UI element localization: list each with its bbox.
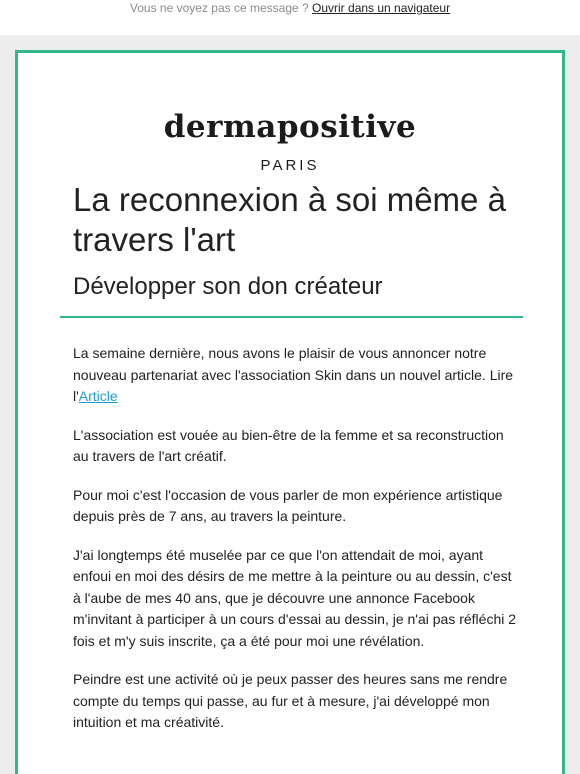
article-body <box>73 343 523 751</box>
paragraph-1 <box>73 343 523 408</box>
view-in-browser-text: Vous ne voyez pas ce message ? <box>129 1 313 15</box>
paragraph-1-text: La semaine dernière, nous avons le plaisir de vous annoncer notre nouveau partenariat avec l'association Skin dans un nouvel article. Lire l' <box>73 345 514 404</box>
article-link[interactable]: Article <box>78 388 118 404</box>
open-in-browser-link[interactable]: Ouvrir dans un navigateur <box>312 1 451 15</box>
paragraph-5: Peindre est une activité où je peux passer des heures sans me rendre compte du temps qui passe, au fur et à mesure, j'ai développé mon intuition et ma créativité. <box>73 671 508 730</box>
section-divider <box>60 316 523 318</box>
page-subtitle: Développer son don créateur <box>73 273 383 300</box>
paragraph-4: J'ai longtemps été muselée par ce que l'on attendait de moi, ayant enfoui en moi des désirs de me mettre à la peinture ou au dessin, c'est à l'aube de mes 40 ans, que je découvre une annonce Facebook m'invitant à participer à un cours d'essai au dessin, je n'ai pas réfléchi 2 fois et m'y suis inscrite, ça a été pour moi une révélation. <box>73 546 517 649</box>
view-in-browser-bar <box>0 0 580 35</box>
email-card <box>15 50 565 774</box>
brand-city: PARIS <box>260 157 320 174</box>
page-title: La reconnexion à soi même à travers l'art <box>73 181 506 258</box>
paragraph-3: Pour moi c'est l'occasion de vous parler de mon expérience artistique depuis près de 7 ans, au travers la peinture. <box>73 486 503 524</box>
brand-logo[interactable]: dermapositive <box>163 109 417 145</box>
email-background <box>0 35 580 774</box>
paragraph-2: L'association est vouée au bien-être de la femme et sa reconstruction au travers de l'art créatif. <box>73 426 504 464</box>
